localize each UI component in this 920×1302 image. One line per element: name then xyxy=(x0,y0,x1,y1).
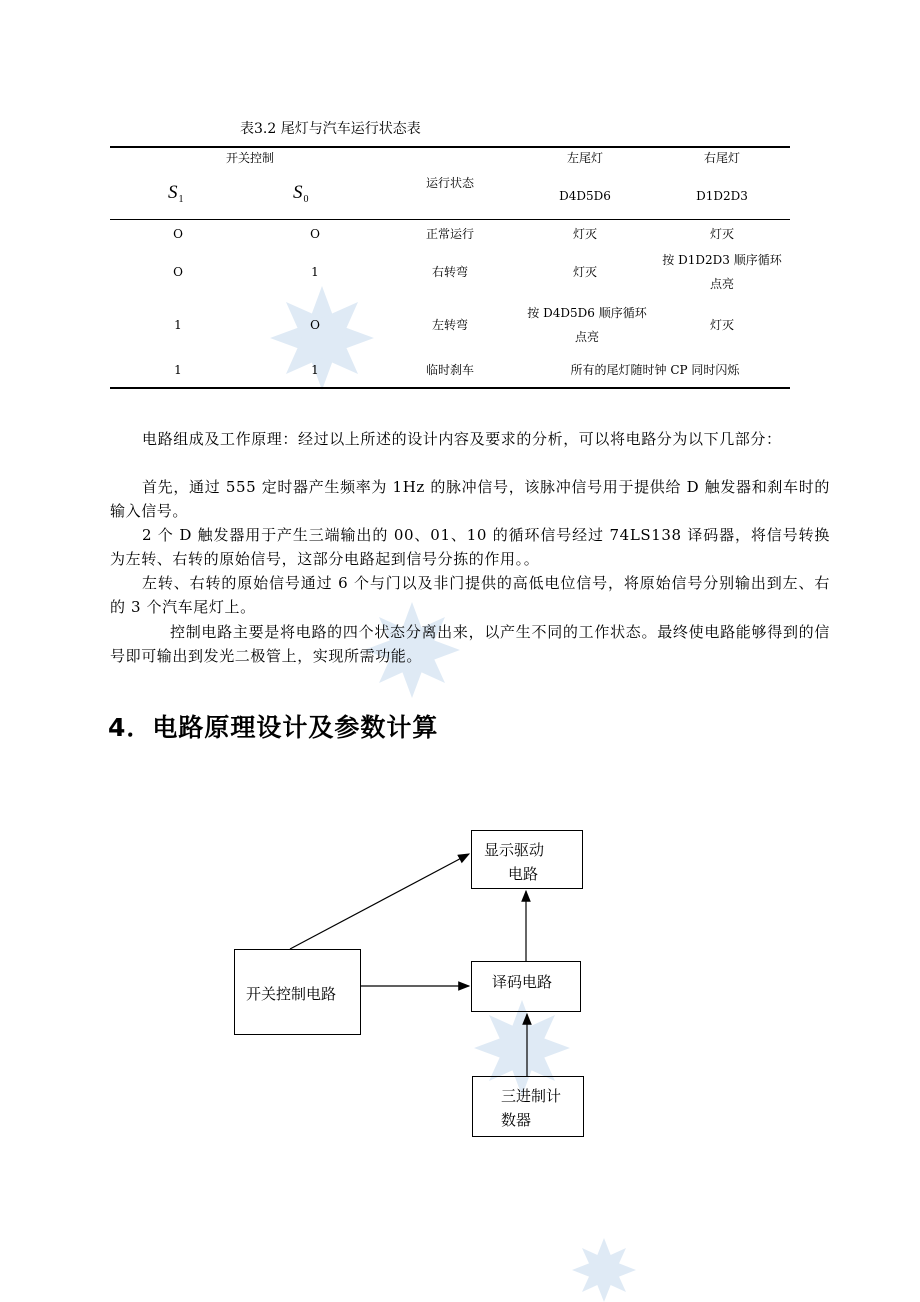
paragraph-4: 左转、右转的原始信号通过 6 个与门以及非门提供的高低电位信号，将原始信号分别输出到左、右的 3 个汽车尾灯上。 xyxy=(110,574,830,616)
paragraph-2: 首先，通过 555 定时器产生频率为 1Hz 的脉冲信号，该脉冲信号用于提供给 D 触发器和刹车时的输入信号。 xyxy=(110,478,830,520)
row2-s1: O xyxy=(173,265,183,279)
header-run-state: 运行状态 xyxy=(425,176,474,190)
row2-s0: 1 xyxy=(311,265,319,279)
row2-state: 右转弯 xyxy=(431,265,468,279)
arrow-switch-to-display xyxy=(290,854,469,949)
display-driver-label-1: 显示驱动 xyxy=(484,841,545,859)
counter-label-1: 三进制计 xyxy=(501,1087,562,1105)
display-driver-label-2: 电路 xyxy=(508,865,539,883)
row1-s1: O xyxy=(173,227,183,241)
row1-state: 正常运行 xyxy=(425,227,474,241)
row3-left: 按 D4D5D6 顺序循环点亮 xyxy=(527,306,647,344)
decoder-label: 译码电路 xyxy=(492,973,553,991)
row3-s1: 1 xyxy=(174,318,182,332)
row4-state: 临时刹车 xyxy=(425,363,474,377)
row1-left: 灯灭 xyxy=(572,227,597,241)
row2-right: 按 D1D2D3 顺序循环点亮 xyxy=(662,253,782,291)
row2-left: 灯灭 xyxy=(572,265,597,279)
table-caption: 表3.2 尾灯与汽车运行状态表 xyxy=(240,121,421,137)
header-left-leds: D4D5D6 xyxy=(559,189,611,203)
row3-s0: O xyxy=(310,318,320,332)
paragraph-5: 控制电路主要是将电路的四个状态分离出来，以产生不同的工作状态。最终使电路能够得到的信号即可输出到发光二极管上，实现所需功能。 xyxy=(110,623,830,665)
row3-right: 灯灭 xyxy=(709,318,734,332)
paragraph-1: 电路组成及工作原理：经过以上所述的设计内容及要求的分析，可以将电路分为以下几部分： xyxy=(142,430,782,448)
header-s0: $S_0$ xyxy=(293,182,309,205)
switch-control-label: 开关控制电路 xyxy=(246,985,337,1003)
header-left-light: 左尾灯 xyxy=(566,151,603,165)
counter-label-2: 数器 xyxy=(501,1111,532,1129)
header-s1: $S_1$ xyxy=(168,182,184,205)
row1-s0: O xyxy=(310,227,320,241)
row1-right: 灯灭 xyxy=(709,227,734,241)
row3-state: 左转弯 xyxy=(431,318,468,332)
header-right-light: 右尾灯 xyxy=(703,151,740,165)
header-switch-control: 开关控制 xyxy=(225,151,274,165)
row4-s1: 1 xyxy=(174,363,182,377)
section-heading: 4．电路原理设计及参数计算 xyxy=(108,713,439,742)
paragraph-3: 2 个 D 触发器用于产生三端输出的 00、01、10 的循环信号经过 74LS138 译码器，将信号转换为左转、右转的原始信号，这部分电路起到信号分拣的作用。。 xyxy=(110,526,830,568)
row4-both: 所有的尾灯随时钟 CP 同时闪烁 xyxy=(570,363,740,377)
row4-s0: 1 xyxy=(311,363,319,377)
header-right-leds: D1D2D3 xyxy=(696,189,748,203)
